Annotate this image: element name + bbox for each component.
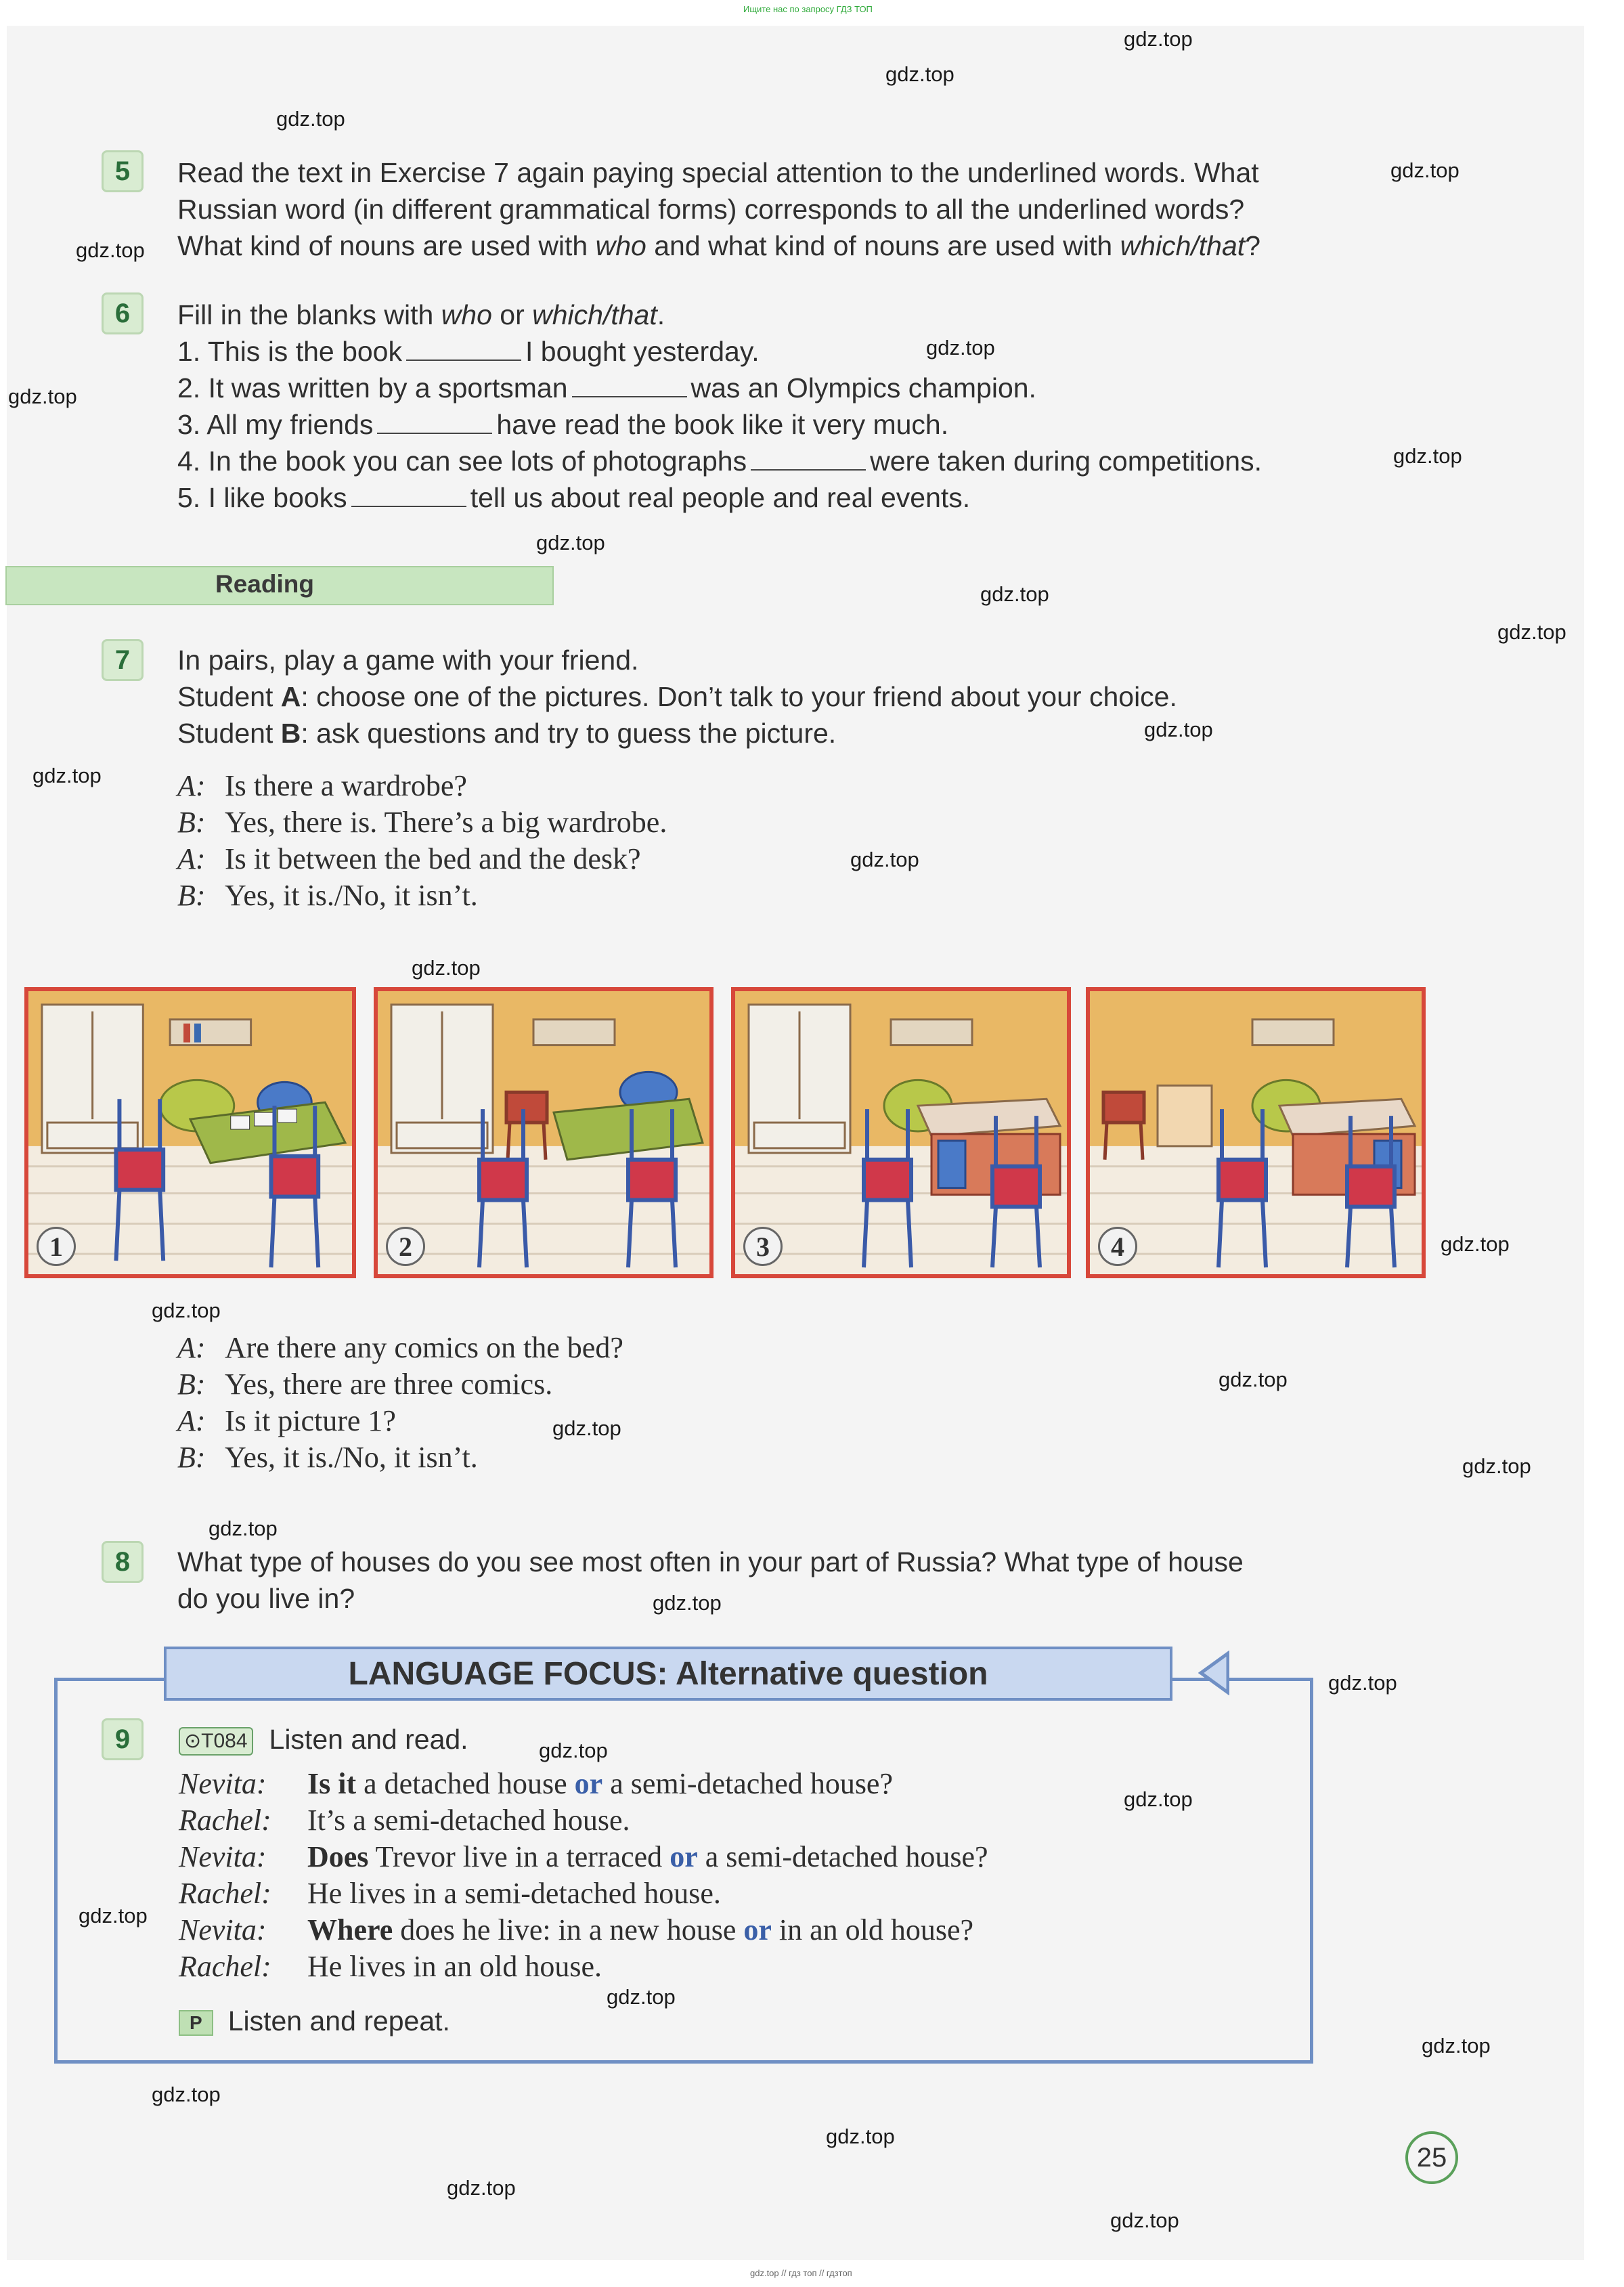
dialogue-line: B: Yes, it is./No, it isn’t. bbox=[177, 1441, 478, 1474]
ex8-line-2: do you live in? bbox=[177, 1583, 355, 1614]
dialogue-line: Rachel: He lives in an old house. bbox=[179, 1950, 602, 1983]
exercise-7-number: 7 bbox=[102, 639, 144, 681]
ex6-sentence-4: 4. In the book you can see lots of photographs were taken during competitions. bbox=[177, 445, 1262, 477]
room-illustration bbox=[1090, 991, 1422, 1274]
watermark: gdz.top bbox=[1144, 718, 1213, 741]
room-picture-4[interactable] bbox=[1086, 987, 1426, 1278]
arrow-left-icon bbox=[1198, 1651, 1229, 1695]
exercise-5-number: 5 bbox=[102, 150, 144, 192]
watermark: gdz.top bbox=[1497, 620, 1566, 644]
watermark: gdz.top bbox=[152, 1299, 221, 1322]
dialogue-line: Nevita: Is it a detached house or a semi-detached house? bbox=[179, 1767, 893, 1800]
ex7-instruction-2: Student A: choose one of the pictures. Don’t talk to your friend about your choice. bbox=[177, 681, 1177, 712]
blank-field[interactable] bbox=[406, 339, 521, 361]
picture-number: 3 bbox=[743, 1227, 783, 1266]
room-illustration bbox=[378, 991, 709, 1274]
ex5-line-3: What kind of nouns are used with who and what kind of nouns are used with which/that? bbox=[177, 230, 1260, 261]
watermark: gdz.top bbox=[1390, 158, 1460, 182]
dialogue-line: B: Yes, there is. There’s a big wardrobe. bbox=[177, 806, 667, 839]
watermark: gdz.top bbox=[607, 1985, 676, 2009]
watermark: gdz.top bbox=[1393, 444, 1462, 468]
dialogue-line: Rachel: He lives in a semi-detached house. bbox=[179, 1877, 721, 1910]
dialogue-line: Nevita: Where does he live: in a new house or in an old house? bbox=[179, 1913, 974, 1946]
exercise-9-number: 9 bbox=[102, 1718, 144, 1760]
watermark: gdz.top bbox=[980, 582, 1049, 606]
ex5-line-1: Read the text in Exercise 7 again paying special attention to the underlined words. What bbox=[177, 157, 1259, 188]
dialogue-line: Rachel: It’s a semi-detached house. bbox=[179, 1804, 630, 1837]
room-illustration bbox=[735, 991, 1067, 1274]
watermark: gdz.top bbox=[536, 531, 605, 554]
ex5-line-2: Russian word (in different grammatical forms) corresponds to all the underlined words? bbox=[177, 194, 1245, 225]
room-picture-2[interactable] bbox=[374, 987, 714, 1278]
language-focus-title: LANGUAGE FOCUS: Alternative question bbox=[164, 1647, 1172, 1701]
dialogue-line: A: Are there any comics on the bed? bbox=[177, 1331, 623, 1364]
picture-number: 4 bbox=[1098, 1227, 1137, 1266]
watermark: gdz.top bbox=[209, 1517, 278, 1540]
watermark: gdz.top bbox=[412, 956, 481, 980]
ex7-instruction-1: In pairs, play a game with your friend. bbox=[177, 645, 639, 676]
watermark: gdz.top bbox=[1124, 27, 1193, 51]
room-illustration bbox=[28, 991, 352, 1274]
watermark: gdz.top bbox=[1124, 1787, 1193, 1811]
watermark: gdz.top bbox=[276, 107, 345, 131]
header-note: Ищите нас по запросу ГДЗ ТОП bbox=[743, 4, 873, 14]
watermark: gdz.top bbox=[850, 848, 919, 871]
watermark: gdz.top bbox=[926, 336, 995, 360]
ex8-line-1: What type of houses do you see most often in your part of Russia? What type of house bbox=[177, 1546, 1244, 1577]
picture-number: 2 bbox=[386, 1227, 425, 1266]
dialogue-line: A: Is there a wardrobe? bbox=[177, 769, 467, 802]
watermark: gdz.top bbox=[826, 2125, 895, 2148]
room-picture-1[interactable] bbox=[24, 987, 356, 1278]
ex6-sentence-1: 1. This is the book I bought yesterday. bbox=[177, 336, 760, 367]
watermark: gdz.top bbox=[1441, 1232, 1510, 1256]
watermark: gdz.top bbox=[1328, 1671, 1397, 1695]
exercise-8-number: 8 bbox=[102, 1541, 144, 1583]
ex9-instruction: ⊙T084 Listen and read. bbox=[179, 1721, 468, 1758]
watermark: gdz.top bbox=[885, 62, 954, 86]
watermark: gdz.top bbox=[32, 764, 102, 787]
watermark: gdz.top bbox=[8, 385, 77, 408]
blank-field[interactable] bbox=[351, 485, 466, 507]
blank-field[interactable] bbox=[377, 412, 492, 434]
watermark: gdz.top bbox=[79, 1904, 148, 1927]
ex6-title: Fill in the blanks with who or which/that. bbox=[177, 299, 665, 330]
exercise-6-number: 6 bbox=[102, 292, 144, 334]
watermark: gdz.top bbox=[1422, 2034, 1491, 2057]
blank-field[interactable] bbox=[751, 449, 866, 471]
ex6-sentence-5: 5. I like books tell us about real people and real events. bbox=[177, 482, 971, 513]
watermark: gdz.top bbox=[539, 1739, 608, 1762]
picture-number: 1 bbox=[37, 1227, 76, 1266]
watermark: gdz.top bbox=[76, 238, 145, 262]
listen-repeat-line: P Listen and repeat. bbox=[179, 2003, 450, 2039]
dialogue-line: B: Yes, there are three comics. bbox=[177, 1368, 553, 1401]
watermark: gdz.top bbox=[1219, 1368, 1288, 1391]
watermark: gdz.top bbox=[552, 1416, 621, 1440]
reading-section-title: Reading bbox=[215, 570, 314, 598]
dialogue-line: A: Is it picture 1? bbox=[177, 1404, 396, 1437]
ex6-sentence-2: 2. It was written by a sportsman was an Olympics champion. bbox=[177, 372, 1036, 404]
watermark: gdz.top bbox=[1110, 2208, 1179, 2232]
blank-field[interactable] bbox=[572, 376, 687, 397]
dialogue-line: B: Yes, it is./No, it isn’t. bbox=[177, 879, 478, 912]
room-picture-3[interactable] bbox=[731, 987, 1071, 1278]
ex7-instruction-3: Student B: ask questions and try to guess the picture. bbox=[177, 718, 837, 749]
watermark: gdz.top bbox=[447, 2176, 516, 2200]
watermark: gdz.top bbox=[653, 1591, 722, 1615]
dialogue-line: Nevita: Does Trevor live in a terraced or a semi-detached house? bbox=[179, 1840, 988, 1873]
footer-note: gdz.top // гдз топ // гдзтоп bbox=[750, 2268, 852, 2278]
dialogue-line: A: Is it between the bed and the desk? bbox=[177, 842, 641, 875]
watermark: gdz.top bbox=[1462, 1454, 1531, 1478]
watermark: gdz.top bbox=[152, 2083, 221, 2106]
page-number: 25 bbox=[1405, 2131, 1458, 2184]
pronunciation-badge[interactable]: P bbox=[179, 2010, 213, 2036]
ex6-sentence-3: 3. All my friends have read the book like it very much. bbox=[177, 409, 949, 440]
audio-track-button[interactable]: ⊙T084 bbox=[179, 1727, 253, 1756]
